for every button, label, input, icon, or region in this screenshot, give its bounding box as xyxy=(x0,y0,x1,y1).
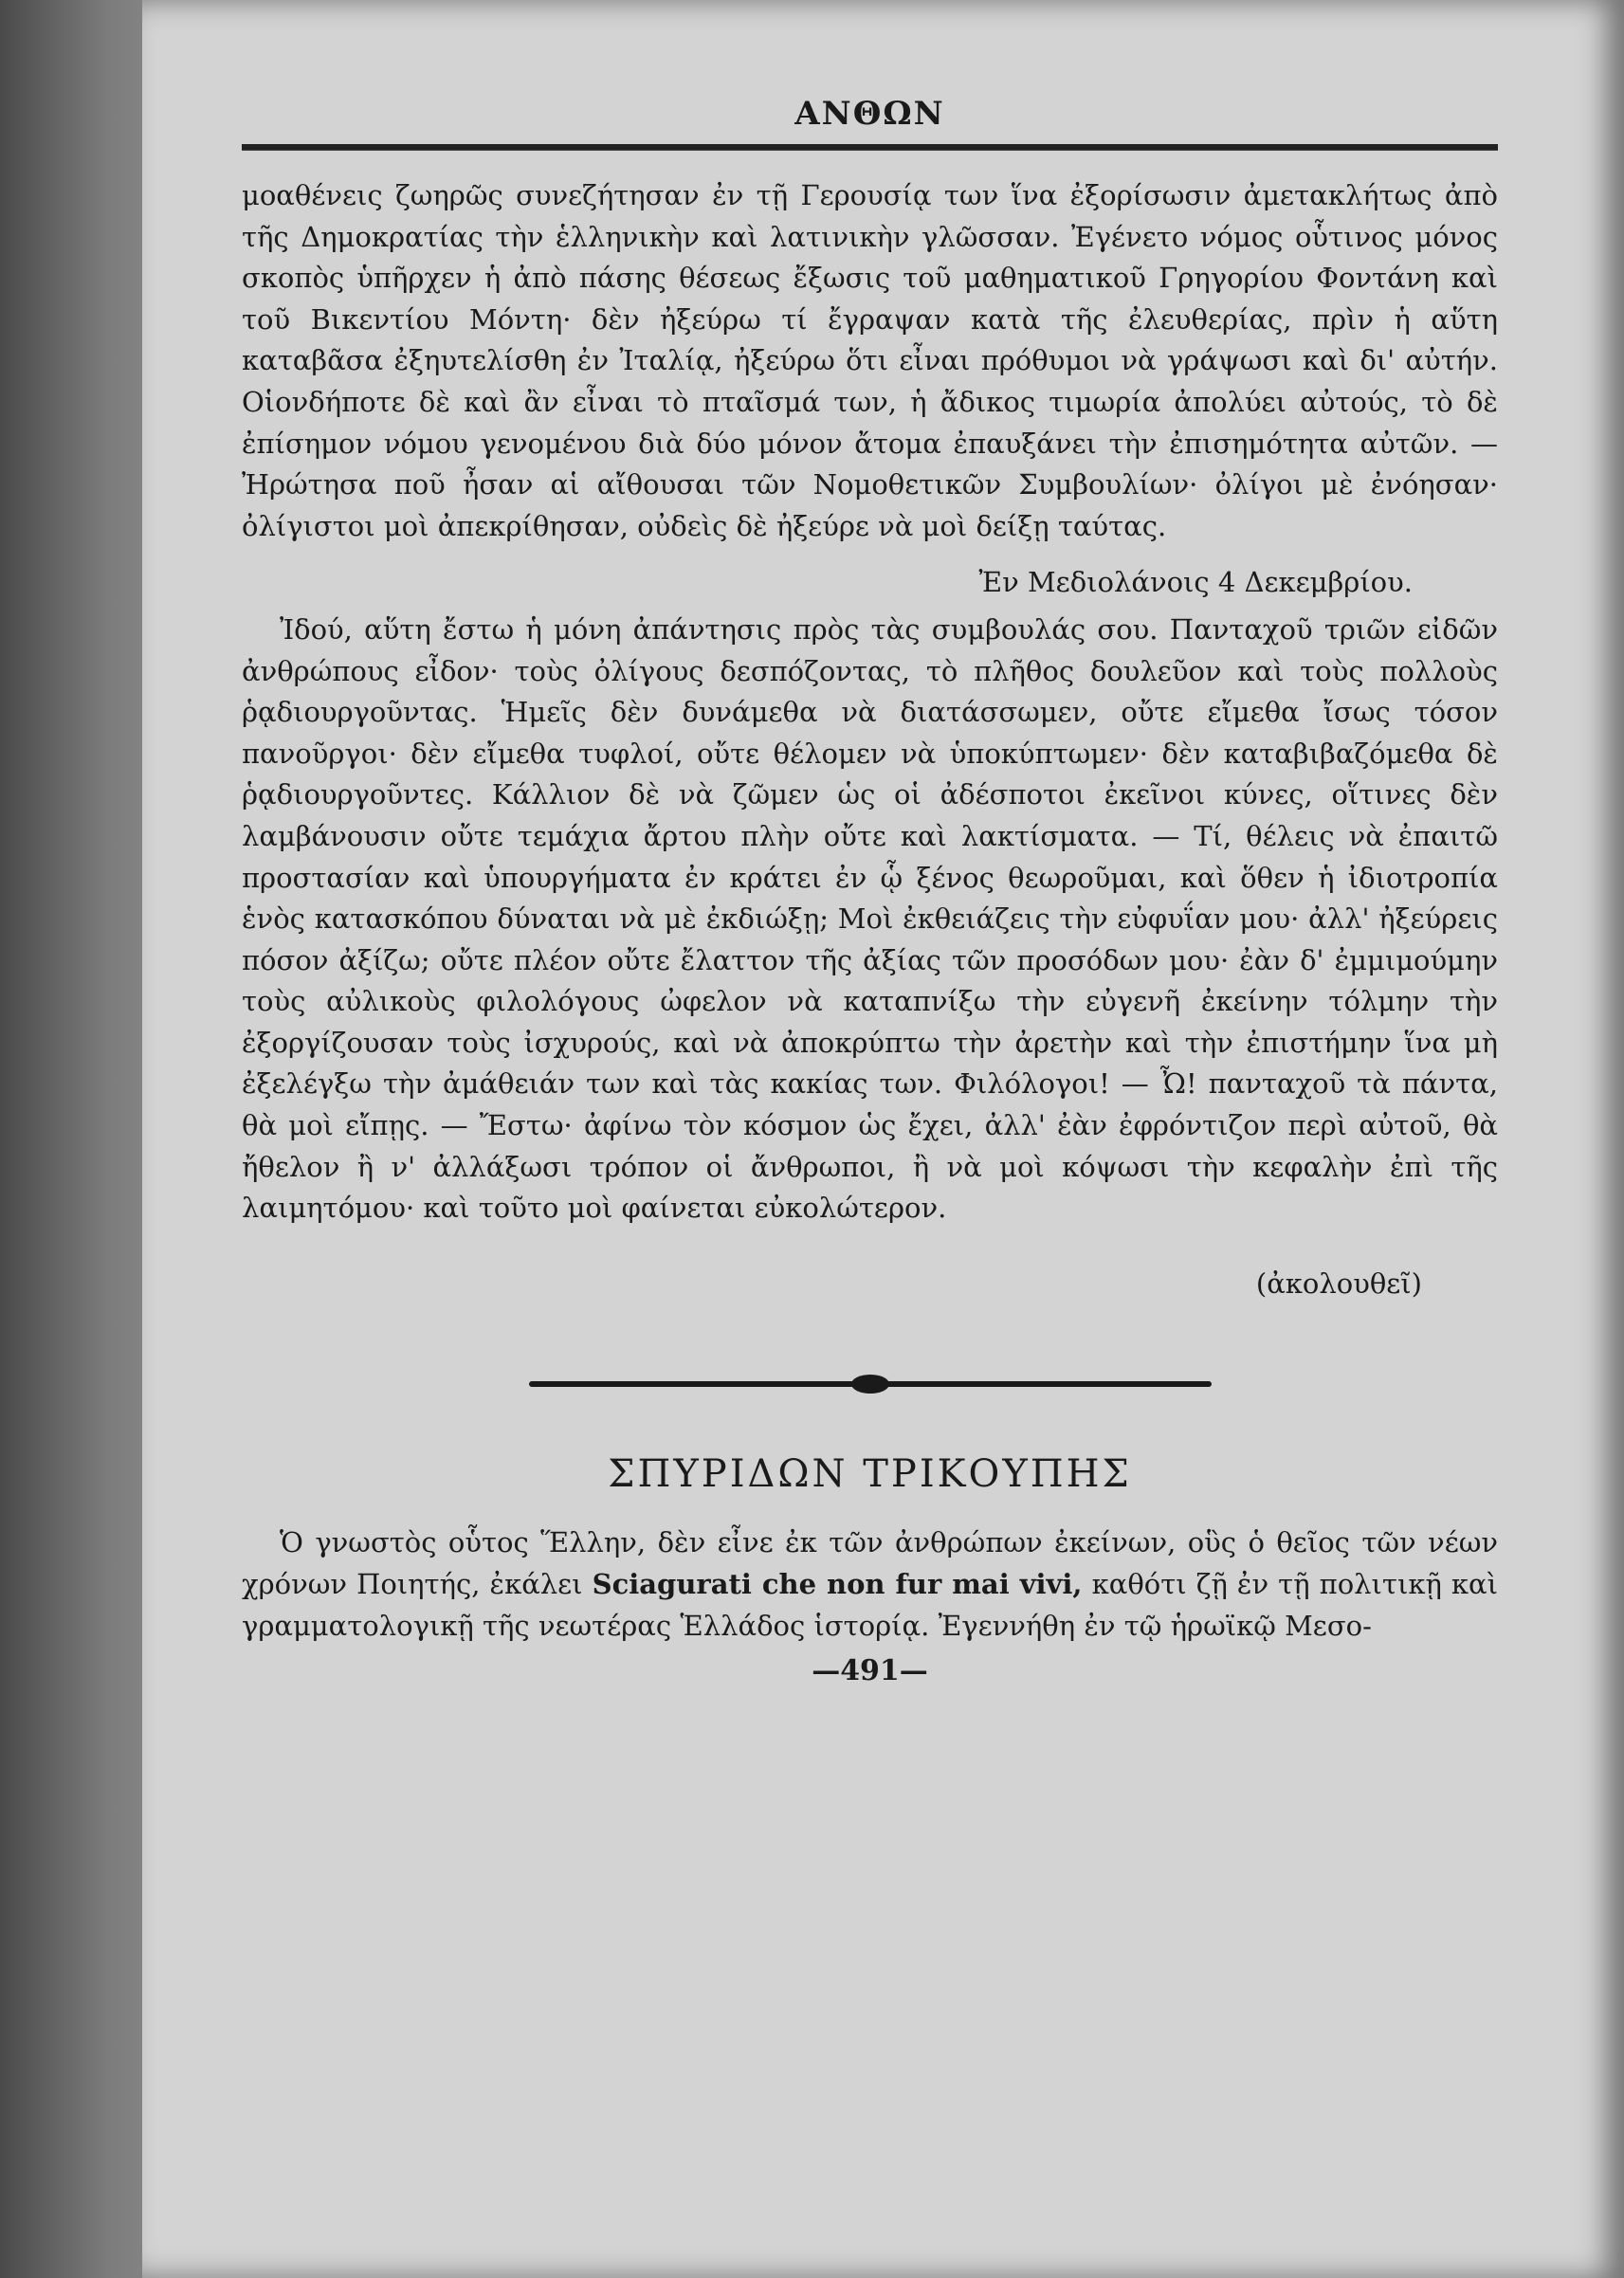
paragraph-2: Ἰδού, αὕτη ἔστω ἡ μόνη ἀπάντησις πρὸς τὰς συμβουλάς σου. Πανταχοῦ τριῶν εἰδῶν ἀνθρώπους εἶδον· τοὺς ὀλίγους δεσπόζοντας, τὸ πλῆθος δουλεῦον καὶ τοὺς πολλοὺς ῥᾳδιουργοῦντας. Ἡμεῖς δὲν δυνάμεθα νὰ διατάσσωμεν, οὔτε εἴμεθα ἴσως τόσον πανοῦργοι· δὲν εἴμεθα τυφλοί, οὔτε θέλομεν νὰ ὑποκύπτωμεν· δὲν καταβιβαζόμεθα δὲ ῥᾳδιουργοῦντες. Κάλλιον δὲ νὰ ζῶμεν ὡς οἱ ἀδέσποτοι ἐκεῖνοι κύνες, οἵτινες δὲν λαμβάνουσιν οὔτε τεμάχια ἄρτου πλὴν οὔτε καὶ λακτίσματα. — Τί, θέλεις νὰ ἐπαιτῶ προστασίαν καὶ ὑπουργήματα ἐν κράτει ἐν ᾧ ξένος θεωροῦμαι, καὶ ὅθεν ἡ ἰδιοτροπία ἑνὸς κατασκόπου δύναται νὰ μὲ ἐκδιώξῃ; Μοὶ ἐκθειάζεις τὴν εὐφυΐαν μου· ἀλλ' ἠξεύρεις πόσον ἀξίζω; οὔτε πλέον οὔτε ἔλαττον τῆς ἀξίας τῶν προσόδων μου· ἐὰν δ' ἐμμιμούμην τοὺς αὐλικοὺς φιλολόγους ὠφελον νὰ καταπνίξω τὴν εὐγενῆ ἐκείνην τόλμην τὴν ἐξοργίζουσαν τοὺς ἰσχυρούς, καὶ νὰ ἀποκρύπτω τὴν ἀρετὴν καὶ τὴν ἐπιστήμην ἵνα μὴ ἐξελέγξω τὴν ἀμάθειάν των καὶ τὰς κακίας των. Φιλόλογοι! — Ὦ! πανταχοῦ τὰ πάντα, θὰ μοὶ εἴπῃς. — Ἔστω· ἀφίνω τὸν κόσμον ὡς ἔχει, ἀλλ' ἐὰν ἐφρόντιζον περὶ αὐτοῦ, θὰ ἤθελον ἢ ν' ἀλλάξωσι τρόπον οἱ ἄνθρωποι, ἢ νὰ μοὶ κόψωσι τὴν κεφαλὴν ἐπὶ τῆς λαιμητόμου· καὶ τοῦτο μοὶ φαίνεται εὐκολώτερον. xyxy=(242,612,1498,1225)
dateline: Ἐν Μεδιολάνοις 4 Δεκεμβρίου. xyxy=(978,566,1413,599)
paragraph-3-latin-quote: Sciagurati che non fur mai vivi, xyxy=(592,1568,1083,1601)
paragraph-3-greek-a: Ὁ γνωστὸς οὗτος Ἕλλην, δὲν εἶνε ἐκ τῶν ἀνθρώπων ἐκείνων, οὓς ὁ θεῖος τῶν νέων χρόνων Ποιητής, ἐκάλει xyxy=(242,1526,1498,1601)
book-page xyxy=(142,0,1624,2278)
page-content xyxy=(242,95,1498,1687)
paragraph-3-greek-b: καθότι ζῇ ἐν τῇ πολιτικῇ καὶ γραμματολογικῇ τῆς νεωτέρας Ἑλλάδος ἱστορίᾳ. Ἐγεννήθη ἐν τῷ ἡρωϊκῷ Μεσο- xyxy=(242,1568,1498,1642)
ornament-center xyxy=(851,1375,889,1394)
section-divider-ornament xyxy=(529,1373,1212,1395)
paragraph-1: μοαθένεις ζωηρῶς συνεζήτησαν ἐν τῇ Γερουσίᾳ των ἵνα ἐξορίσωσιν ἀμετακλήτως ἀπὸ τῆς Δημοκρατίας τὴν ἑλληνικὴν καὶ λατινικὴν γλῶσσαν. Ἐγένετο νόμος οὗτινος μόνος σκοπὸς ὑπῆρχεν ἡ ἀπὸ πάσης θέσεως ἔξωσις τοῦ μαθηματικοῦ Γρηγορίου Φοντάνη καὶ τοῦ Βικεντίου Μόντη· δὲν ἠξεύρω τί ἔγραψαν κατὰ τῆς ἐλευθερίας, πρὶν ἡ αὕτη καταβᾶσα ἐξηυτελίσθη ἐν Ἰταλίᾳ, ἠξεύρω ὅτι εἶναι πρόθυμοι νὰ γράψωσι καὶ δι' αὐτήν. Οἱονδήποτε δὲ καὶ ἂν εἶναι τὸ πταῖσμά των, ἡ ἄδικος τιμωρία ἀπολύει αὐτούς, τὸ δὲ ἐπίσημον νόμου γενομένου διὰ δύο μόνον ἄτομα ἐπαυξάνει τὴν ἐπισημότητα αὐτῶν. — Ἠρώτησα ποῦ ἦσαν αἱ αἴθουσαι τῶν Νομοθετικῶν Συμβουλίων· ὀλίγοι μὲ ἐνόησαν· ὀλίγιστοι μοὶ ἀπεκρίθησαν, οὐδεὶς δὲ ἠξεύρε νὰ μοὶ δείξῃ ταύτας. xyxy=(242,179,1498,542)
page-number: —491— xyxy=(812,1654,928,1688)
section-title: ΣΠΥΡΙΔΩΝ ΤΡΙΚΟΥΠΗΣ xyxy=(608,1452,1132,1497)
running-head: ΑΝΘΩΝ xyxy=(794,95,945,133)
paragraph-3 xyxy=(242,1522,1498,1647)
header-rule xyxy=(242,144,1498,151)
continued-note: (ἀκολουθεῖ) xyxy=(1255,1267,1422,1300)
